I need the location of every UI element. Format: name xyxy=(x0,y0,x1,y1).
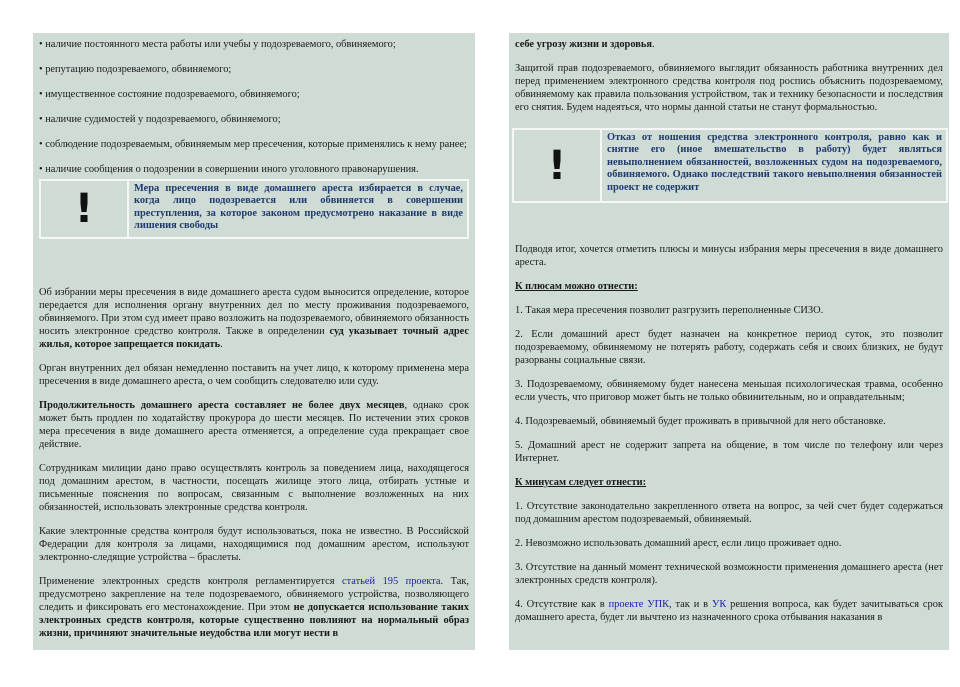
paragraph-electronic-means: Какие электронные средства контроля будут использоваться, пока не известно. В Российской Федерации для контроля за лицами, находящимися под домашним арестом, используют электронно-следящие устройства – браслеты. xyxy=(39,526,469,563)
con-item: 2. Невозможно использовать домашний арест, если лицо проживает одно. xyxy=(515,538,842,549)
pro-item: 2. Если домашний арест будет назначен на конкретное период суток, это позволит подозреваемому, обвиняемому не потерять работу, содержать себя и своих близких, не будут разорваны социальные связи. xyxy=(515,329,943,366)
callout-icon-cell xyxy=(514,130,602,201)
paragraph-registration: Орган внутренних дел обязан немедленно поставить на учет лицо, к которому применена мера пресечения в виде домашнего ареста, о чем сообщить следователю или суду. xyxy=(39,363,469,387)
paragraph-end: . xyxy=(652,39,655,50)
bullet-convictions: • наличие судимостей у подозреваемого, обвиняемого; xyxy=(39,114,281,125)
callout-text: Мера пресечения в виде домашнего ареста избирается в случае, когда лицо подозревается или обвиняется в совершении преступления, за которое законом предусмотрено наказание в виде лишения свободы xyxy=(134,183,463,232)
paragraph-summary: Подводя итог, хочется отметить плюсы и минусы избрания меры пресечения в виде домашнего ареста. xyxy=(515,244,943,268)
bullet-reputation: • репутацию подозреваемого, обвиняемого; xyxy=(39,64,232,75)
paragraph-text: , так и в xyxy=(669,599,712,610)
paragraph-text: . Так, предусмотрено закрепление на теле подозреваемого, обвиняемого устройства, позволяющего следить и фиксировать его местонахождение. При этом xyxy=(39,576,469,613)
callout-icon-cell xyxy=(41,181,129,237)
link-uk[interactable]: УК xyxy=(711,599,727,610)
paragraph-text: Об избрании меры пресечения в виде домашнего ареста судом выносится определение, которое передается для исполнения органу внутренних дел по месту проживания подозреваемого, обвиняемого. При этом суд имеет право возложить на подозреваемого, обвиняемого обязанность носить электронное средство контроля. Также в определении xyxy=(39,287,469,337)
paragraph-court-ruling xyxy=(39,286,469,351)
pro-item: 4. Подозреваемый, обвиняемый будет проживать в привычной для него обстановке. xyxy=(515,416,886,427)
bold-text: не допускается использование таких электронных средств контроля, которые существенно повлияют на нормальный образ жизни, причиняют значительные неудобства или могут нести в xyxy=(39,602,469,639)
right-page xyxy=(509,33,949,650)
paragraph-text: решения вопроса, как будет зачитываться срок домашнего ареста, будет ли вычтено из назначенного срока отбывания наказания в xyxy=(515,599,943,623)
con-item xyxy=(515,598,943,624)
paragraph-continuation xyxy=(515,38,943,51)
exclamation-icon: ! xyxy=(74,186,94,232)
pros-heading: К плюсам можно отнести: xyxy=(515,281,638,292)
paragraph-text: Применение электронных средств контроля регламентируется xyxy=(39,576,342,587)
paragraph-rights-protection: Защитой прав подозреваемого, обвиняемого выглядит обязанность работника внутренних дел перед применением электронного средства контроля под роспись объяснить подозреваемому, обвиняемому как правила пользования устройством, так и технику безопасности и последствия его снятия. Будем надеяться, что нормы данной статьи не станут формальностью. xyxy=(515,63,943,113)
bullet-property: • имущественное состояние подозреваемого, обвиняемого; xyxy=(39,89,300,100)
paragraph-police-rights: Сотрудникам милиции дано право осуществлять контроль за поведением лица, находящегося под домашним арестом, в частности, посещать жилище этого лица, отбирать устные и письменные пояснения по вопросам, связанным с выполнение возложенных на них обязанностей, использовать электронные средства контроля. xyxy=(39,463,469,513)
pro-item: 1. Такая мера пресечения позволит разгрузить переполненные СИЗО. xyxy=(515,305,824,316)
bold-text: Продолжительность домашнего ареста составляет не более двух месяцев xyxy=(39,400,405,411)
cons-heading: К минусам следует отнести: xyxy=(515,477,647,488)
exclamation-icon: ! xyxy=(547,142,567,189)
callout-text: Отказ от ношения средства электронного контроля, равно как и снятие его (иное вмешательство в работу) будет являться невыполнением обязанностей, возложенных судом на подозреваемого, обвиняемого. Однако последствий такого невыполнения обязанностей проект не содержит xyxy=(607,132,942,193)
paragraph-text: , однако срок может быть продлен по ходатайству прокурора до шести месяцев. По истечении этих сроков мера пресечения в виде домашнего ареста отменяется, а определение суда прекращает свое действие. xyxy=(39,400,469,450)
con-item: 3. Отсутствие на данный момент технической возможности применения домашнего ареста (нет электронных средств контроля). xyxy=(515,562,943,586)
bullet-compliance: • соблюдение подозреваемым, обвиняемым мер пресечения, которые применялись к нему ранее; xyxy=(39,139,467,150)
callout-house-arrest xyxy=(39,179,469,239)
paragraph-text: 4. Отсутствие как в xyxy=(515,599,609,610)
left-page xyxy=(33,33,475,650)
pro-item: 3. Подозреваемому, обвиняемому будет нанесена меньшая психологическая травма, особенно если учесть, что приговор может быть не только обвинительным, но и оправдательным; xyxy=(515,379,943,403)
callout-refusal xyxy=(512,128,948,203)
bullet-workplace: • наличие постоянного места работы или учебы у подозреваемого, обвиняемого; xyxy=(39,39,396,50)
paragraph-duration xyxy=(39,399,469,451)
bullet-suspicion: • наличие сообщения о подозрении в совершении иного уголовного правонарушения. xyxy=(39,164,419,175)
paragraph-regulation xyxy=(39,575,469,640)
bold-text: суд указывает точный адрес жилья, которое запрещается покидать xyxy=(39,326,469,350)
link-article-195[interactable]: статьей 195 проекта xyxy=(341,576,441,587)
pro-item: 5. Домашний арест не содержит запрета на общение, в том числе по телефону или через Интернет. xyxy=(515,440,943,464)
con-item: 1. Отсутствие законодательно закрепленного ответа на вопрос, за чей счет будет содержаться под домашним арестом подозреваемый, обвиняемый. xyxy=(515,501,943,525)
bold-text: себе угрозу жизни и здоровья xyxy=(515,39,652,50)
link-upk-project[interactable]: проекте УПК xyxy=(608,599,669,610)
paragraph-end: . xyxy=(220,339,223,350)
